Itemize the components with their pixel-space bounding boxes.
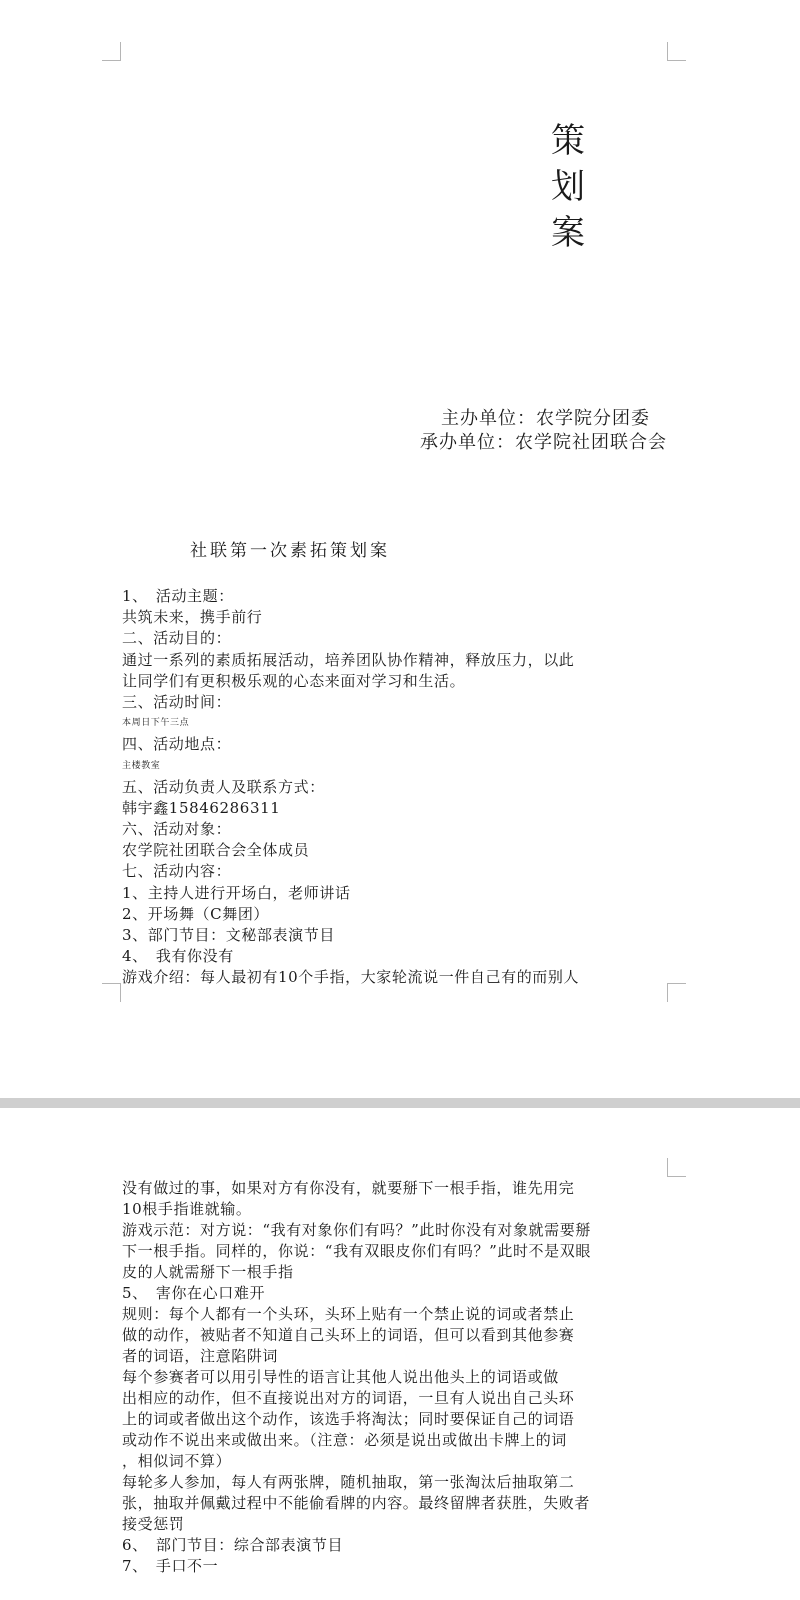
body-line: 没有做过的事，如果对方有你没有，就要掰下一根手指，谁先用完: [122, 1179, 575, 1197]
organizer-unit-line: 承办单位：农学院社团联合会: [420, 432, 667, 453]
body-line: 张，抽取并佩戴过程中不能偷看牌的内容。最终留牌者获胜，失败者: [122, 1494, 591, 1512]
body-line: 六、活动对象：: [122, 820, 232, 839]
body-line: 上的词或者做出这个动作，该选手将淘汰；同时要保证自己的词语: [122, 1410, 575, 1428]
body-line: 让同学们有更积极乐观的心态来面对学习和生活。: [122, 671, 466, 690]
body-line: 主楼教室: [122, 760, 161, 771]
body-line: 游戏介绍：每人最初有10个手指，大家轮流说一件自己有的而别人: [122, 968, 580, 987]
body-line: 4、 我有你没有: [122, 947, 234, 966]
cover-title: [548, 118, 588, 256]
corner-crop-mark: [667, 42, 686, 61]
cover-title-char: 划: [551, 167, 585, 207]
body-line: 三、活动时间：: [122, 692, 232, 711]
body-line: 1、 活动主题：: [122, 587, 234, 605]
body-line: 本周日下午三点: [122, 718, 190, 729]
body-line: 3、部门节目：文秘部表演节目: [122, 926, 335, 944]
body-line: 2、开场舞（C舞团）: [122, 904, 270, 923]
page-separator: [0, 1098, 800, 1108]
body-line: 通过一系列的素质拓展活动，培养团队协作精神，释放压力，以此: [122, 650, 575, 669]
body-line: 每个参赛者可以用引导性的语言让其他人说出他头上的词语或做: [122, 1368, 559, 1386]
body-line: 10根手指谁就输。: [122, 1200, 252, 1218]
body-line: 或动作不说出来或做出来。（注意：必须是说出或做出卡牌上的词: [122, 1431, 567, 1449]
body-line: 出相应的动作，但不直接说出对方的词语，一旦有人说出自己头环: [122, 1389, 575, 1407]
cover-title-char: 案: [551, 213, 585, 253]
body-line: 者的词语，注意陷阱词: [122, 1347, 279, 1365]
corner-crop-mark: [667, 1158, 686, 1177]
body-line: 5、 害你在心口难开: [122, 1284, 266, 1302]
body-line: 韩宇鑫15846286311: [122, 798, 281, 817]
body-line: 农学院社团联合会全体成员: [122, 841, 310, 860]
body-line: 6、 部门节目：综合部表演节目: [122, 1536, 344, 1554]
corner-crop-mark: [102, 42, 121, 61]
corner-crop-mark: [102, 983, 121, 1002]
body-line: 1、主持人进行开场白，老师讲话: [122, 883, 351, 902]
body-line: 二、活动目的：: [122, 629, 232, 648]
body-line: 做的动作，被贴者不知道自己头环上的词语，但可以看到其他参赛: [122, 1326, 575, 1344]
body-line: 共筑未来，携手前行: [122, 608, 263, 627]
body-line: ，相似词不算）: [122, 1452, 232, 1470]
body-line: 皮的人就需掰下一根手指: [122, 1263, 294, 1281]
body-line: 四、活动地点：: [122, 735, 232, 754]
document-body-page-1: [122, 586, 692, 989]
body-line: 接受惩罚: [122, 1515, 185, 1533]
body-line: 每轮多人参加，每人有两张牌，随机抽取，第一张淘汰后抽取第二: [122, 1473, 575, 1491]
document-title: 社联第一次素拓策划案: [190, 541, 390, 561]
body-line: 7、 手口不一: [122, 1557, 219, 1575]
cover-title-char: 策: [551, 121, 585, 161]
body-line: 下一根手指。同样的，你说：“我有双眼皮你们有吗？”此时不是双眼: [122, 1242, 591, 1260]
body-line: 七、活动内容：: [122, 862, 232, 881]
body-line: 五、活动负责人及联系方式：: [122, 777, 325, 796]
body-line: 规则：每个人都有一个头环，头环上贴有一个禁止说的词或者禁止: [122, 1305, 575, 1323]
body-line: 游戏示范：对方说：“我有对象你们有吗？”此时你没有对象就需要掰: [122, 1221, 591, 1239]
host-unit-line: 主办单位：农学院分团委: [441, 408, 650, 429]
document-page-2: [0, 1108, 800, 1600]
document-body-page-2: [122, 1178, 692, 1577]
